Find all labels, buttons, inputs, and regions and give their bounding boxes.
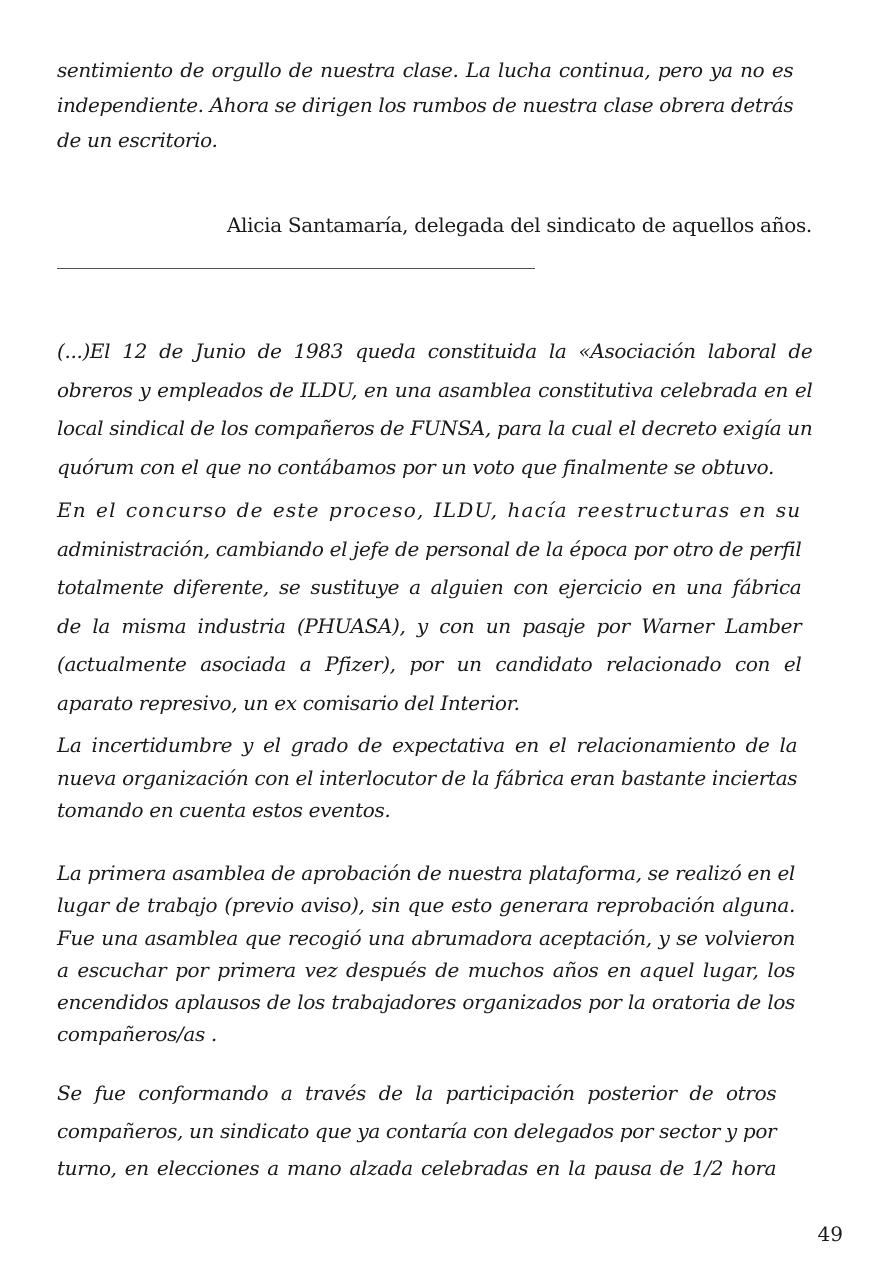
text-line: obreros y empleados de ILDU, en una asamblea constitutiva celebrada en el (57, 377, 813, 402)
paragraph-union-formation (57, 1075, 776, 1188)
paragraph-first-assembly (57, 857, 795, 1051)
text-line: encendidos aplausos de los trabajadores organizados por la oratoria de los (57, 990, 795, 1015)
text-line: independiente. Ahora se dirigen los rumbos de nuestra clase obrera detrás (57, 93, 794, 117)
text-line: compañeros/as . (57, 1022, 217, 1047)
text-line: a escuchar por primera vez después de muchos años en aquel lugar, los (57, 957, 795, 982)
quote-attribution: Alicia Santamaría, delegada del sindicato de aquellos años. (226, 213, 812, 237)
text-line: totalmente diferente, se sustituye a alguien con ejercicio en una fábrica (57, 575, 802, 599)
page-number: 49 (817, 1222, 843, 1246)
text-line: aparato represivo, un ex comisario del Interior. (57, 690, 520, 715)
text-line: (actualmente asociada a Pfizer), por un candidato relacionado con el (57, 652, 802, 676)
text-line: compañeros, un sindicato que ya contaría con delegados por sector y por (57, 1118, 777, 1143)
paragraph-association-founding (57, 332, 812, 486)
text-line: turno, en elecciones a mano alzada celebradas en la pausa de 1/2 hora (57, 1156, 777, 1180)
text-line: quórum con el que no contábamos por un voto que finalmente se obtuvo. (57, 454, 775, 479)
text-line: nueva organización con el interlocutor de la fábrica eran bastante inciertas (57, 765, 798, 790)
text-line: local sindical de los compañeros de FUNSA, para la cual el decreto exigía un (57, 416, 813, 440)
text-line: lugar de trabajo (previo aviso), sin que esto generara reprobación alguna. (57, 893, 795, 918)
text-line: de un escritorio. (57, 128, 218, 152)
paragraph-quote-ending (57, 53, 793, 158)
separator-line (57, 268, 535, 269)
text-line: En el concurso de este proceso, ILDU, hacía reestructuras en su (57, 498, 802, 522)
document-page (57, 0, 812, 1276)
text-line: tomando en cuenta estos eventos. (57, 798, 391, 822)
text-line: sentimiento de orgullo de nuestra clase. La lucha continua, pero ya no es (57, 58, 794, 82)
text-line: Se fue conformando a través de la participación posterior de otros (57, 1081, 777, 1105)
paragraph-ildu-restructuring (57, 491, 801, 722)
text-line: Fue una asamblea que recogió una abrumadora aceptación, y se volvieron (57, 925, 795, 950)
text-line: La primera asamblea de aprobación de nuestra plataforma, se realizó en el (57, 861, 795, 885)
text-line: (...)El 12 de Junio de 1983 queda constituida la «Asociación laboral de (57, 339, 813, 363)
paragraph-uncertainty (57, 729, 797, 827)
text-line: La incertidumbre y el grado de expectativa en el relacionamiento de la (57, 733, 798, 757)
text-line: administración, cambiando el jefe de personal de la época por otro de perfil (57, 536, 802, 561)
text-line: de la misma industria (PHUASA), y con un pasaje por Warner Lamber (57, 613, 802, 638)
